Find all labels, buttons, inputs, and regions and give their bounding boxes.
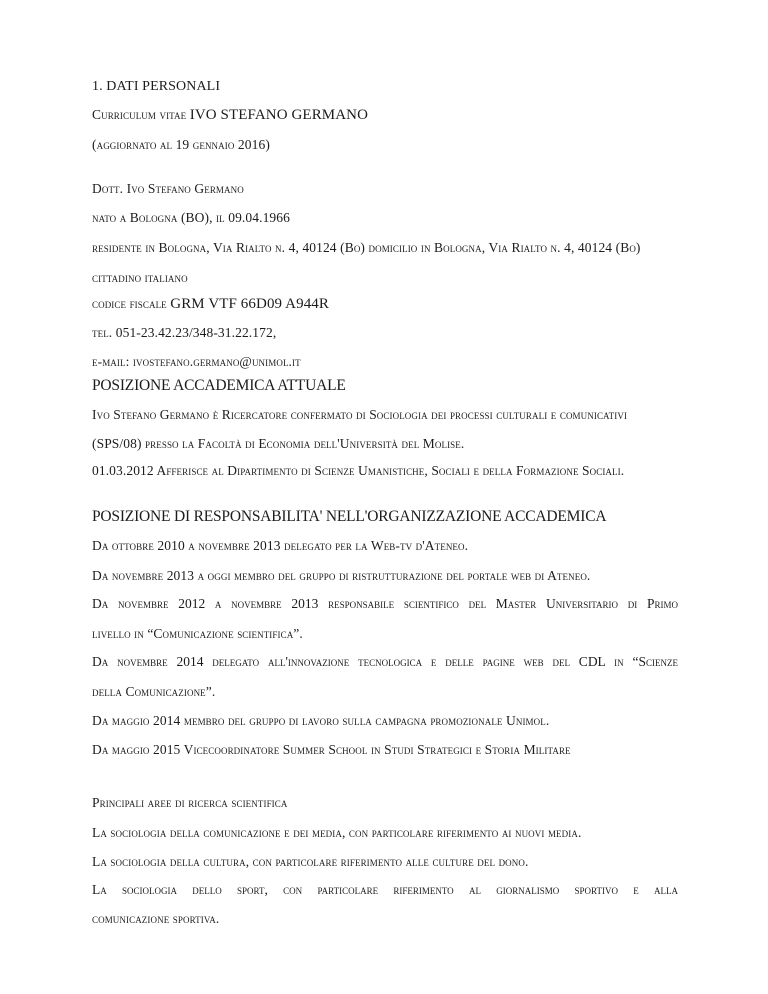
- phone: tel. 051-23.42.23/348-31.22.172,: [92, 325, 277, 340]
- research-item: La sociologia della comunicazione e dei media, con particolare riferimento ai nuovi media.: [92, 825, 582, 840]
- section-title: 1. DATI PERSONALI: [92, 79, 221, 94]
- responsibility-item: Da novembre 2013 a oggi membro del gruppo di ristrutturazione del portale web di Ateneo.: [92, 568, 591, 583]
- person-name: Dott. Ivo Stefano Germano: [92, 181, 244, 196]
- responsibility-item: Da maggio 2014 membro del gruppo di lavoro sulla campagna promozionale Unimol.: [92, 713, 550, 728]
- cv-prefix: Curriculum vitae: [92, 107, 187, 122]
- tax-code-label: codice fiscale: [92, 296, 167, 311]
- position-line-1: Ivo Stefano Germano è Ricercatore confermato di Sociologia dei processi culturali e comunicativi: [92, 407, 628, 422]
- tax-code-line: [92, 295, 329, 313]
- current-position-heading: POSIZIONE ACCADEMICA ATTUALE: [92, 377, 346, 394]
- position-line-3: 01.03.2012 Afferisce al Dipartimento di Scienze Umanistiche, Sociali e della Formazione Sociali.: [92, 463, 625, 478]
- position-line-2: (SPS/08) presso la Facoltà di Economia dell'Università del Molise.: [92, 436, 465, 451]
- responsibilities-heading: POSIZIONE DI RESPONSABILITA' NELL'ORGANIZZAZIONE ACCADEMICA: [92, 508, 607, 525]
- citizenship: cittadino italiano: [92, 270, 188, 285]
- research-item-cont: comunicazione sportiva.: [92, 911, 220, 926]
- research-item: La sociologia dello sport, con particolare riferimento al giornalismo sportivo e alla: [92, 882, 678, 897]
- responsibility-item-cont: livello in “Comunicazione scientifica”.: [92, 626, 303, 641]
- email[interactable]: e-mail: ivostefano.germano@unimol.it: [92, 354, 301, 369]
- birth-info: nato a Bologna (BO), il 09.04.1966: [92, 210, 290, 225]
- update-date: (aggiornato al 19 gennaio 2016): [92, 137, 270, 152]
- research-item: La sociologia della cultura, con particolare riferimento alle culture del dono.: [92, 854, 529, 869]
- responsibility-item: Da ottobre 2010 a novembre 2013 delegato per la Web-tv d'Ateneo.: [92, 538, 469, 553]
- responsibility-item: Da maggio 2015 Vicecoordinatore Summer School in Studi Strategici e Storia Militare: [92, 742, 571, 757]
- responsibility-item-cont: della Comunicazione”.: [92, 684, 216, 699]
- cv-name: IVO STEFANO GERMANO: [189, 107, 369, 123]
- responsibility-item: Da novembre 2014 delegato all'innovazione tecnologica e delle pagine web del CDL in “Scienze: [92, 654, 678, 669]
- tax-code-value: GRM VTF 66D09 A944R: [170, 296, 329, 312]
- cv-title-line: [92, 106, 368, 124]
- residence-info: residente in Bologna, Via Rialto n. 4, 40124 (Bo) domicilio in Bologna, Via Rialto n. 4, 40124 (Bo): [92, 240, 641, 255]
- research-heading: Principali aree di ricerca scientifica: [92, 795, 288, 810]
- responsibility-item: Da novembre 2012 a novembre 2013 responsabile scientifico del Master Universitario di Primo: [92, 596, 678, 611]
